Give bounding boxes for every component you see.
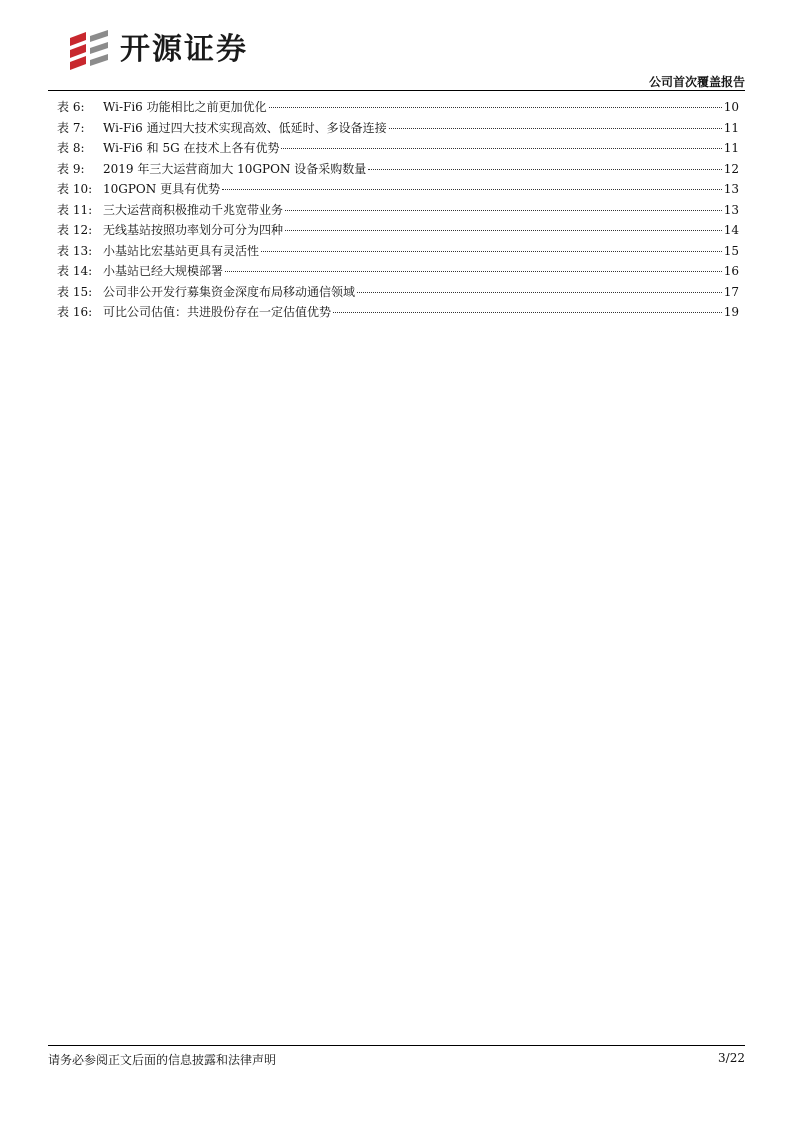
toc-dot-leader [333,312,722,313]
toc-entry-label: 表 8: [57,141,85,155]
toc-entry-label: 表 9: [57,161,85,176]
header-divider [48,90,745,91]
toc-entry[interactable] [57,303,739,324]
toc-entry[interactable] [57,242,739,263]
toc-entry-page: 13 [723,202,739,217]
toc-dot-leader [285,230,722,231]
toc-entry-title: Wi-Fi6 通过四大技术实现高效、低延时、多设备连接 [103,120,387,135]
toc-dot-leader [261,251,722,252]
toc-entry-title: 小基站已经大规模部署 [103,264,224,278]
toc-entry-title: 2019 年三大运营商加大 10GPON 设备采购数量 [103,161,367,176]
toc-entry-title: 可比公司估值：共进股份存在一定估值优势 [103,305,332,319]
toc-entry-label: 表 16: [57,305,93,319]
toc-entry-page: 19 [723,305,739,319]
toc-entry-label: 表 10: [57,182,93,196]
toc-entry-page: 12 [723,161,739,176]
toc-entry-page: 11 [723,141,739,155]
toc-dot-leader [281,148,721,149]
toc-entry-page: 13 [723,182,739,196]
toc-entry-page: 11 [723,120,739,135]
toc-entry[interactable] [57,221,739,242]
toc-entry-label: 表 7: [57,120,85,135]
company-name: 开源证券 [120,32,248,67]
toc-dot-leader [285,210,722,211]
toc-dot-leader [389,128,722,129]
report-type: 公司首次覆盖报告 [648,75,745,89]
toc-entry[interactable] [57,98,739,119]
toc-dot-leader [225,271,722,272]
toc-dot-leader [368,169,721,170]
toc-entry-title: Wi-Fi6 和 5G 在技术上各有优势 [103,141,280,155]
toc-entry[interactable] [57,201,739,222]
footer-disclaimer: 请务必参阅正文后面的信息披露和法律声明 [48,1053,277,1067]
toc-entry[interactable] [57,180,739,201]
toc-entry-title: 三大运营商积极推动千兆宽带业务 [103,202,284,217]
toc-dot-leader [357,292,722,293]
toc-entry-page: 15 [723,243,739,258]
table-of-tables [57,98,739,324]
toc-entry-title: 小基站比宏基站更具有灵活性 [103,243,260,258]
toc-dot-leader [222,189,722,190]
toc-entry-label: 表 14: [57,264,93,278]
toc-entry[interactable] [57,139,739,160]
company-logo-mark [66,28,114,72]
toc-entry[interactable] [57,160,739,181]
toc-entry-title: 无线基站按照功率划分可分为四种 [103,223,284,237]
toc-entry-title: 10GPON 更具有优势 [103,182,221,196]
toc-dot-leader [269,107,722,108]
toc-entry[interactable] [57,262,739,283]
toc-entry-title: 公司非公开发行募集资金深度布局移动通信领域 [103,284,356,299]
toc-entry-title: Wi-Fi6 功能相比之前更加优化 [103,100,267,114]
toc-entry-label: 表 15: [57,284,93,299]
toc-entry-page: 14 [723,223,739,237]
page-number: 3/22 [718,1051,745,1065]
toc-entry-page: 16 [723,264,739,278]
toc-entry-label: 表 13: [57,243,93,258]
toc-entry-label: 表 11: [57,202,93,217]
toc-entry-page: 17 [723,284,739,299]
toc-entry[interactable] [57,283,739,304]
toc-entry-page: 10 [723,100,739,114]
toc-entry-label: 表 6: [57,100,85,114]
toc-entry[interactable] [57,119,739,140]
company-logo [66,28,248,72]
footer-divider [48,1045,745,1046]
toc-entry-label: 表 12: [57,223,93,237]
